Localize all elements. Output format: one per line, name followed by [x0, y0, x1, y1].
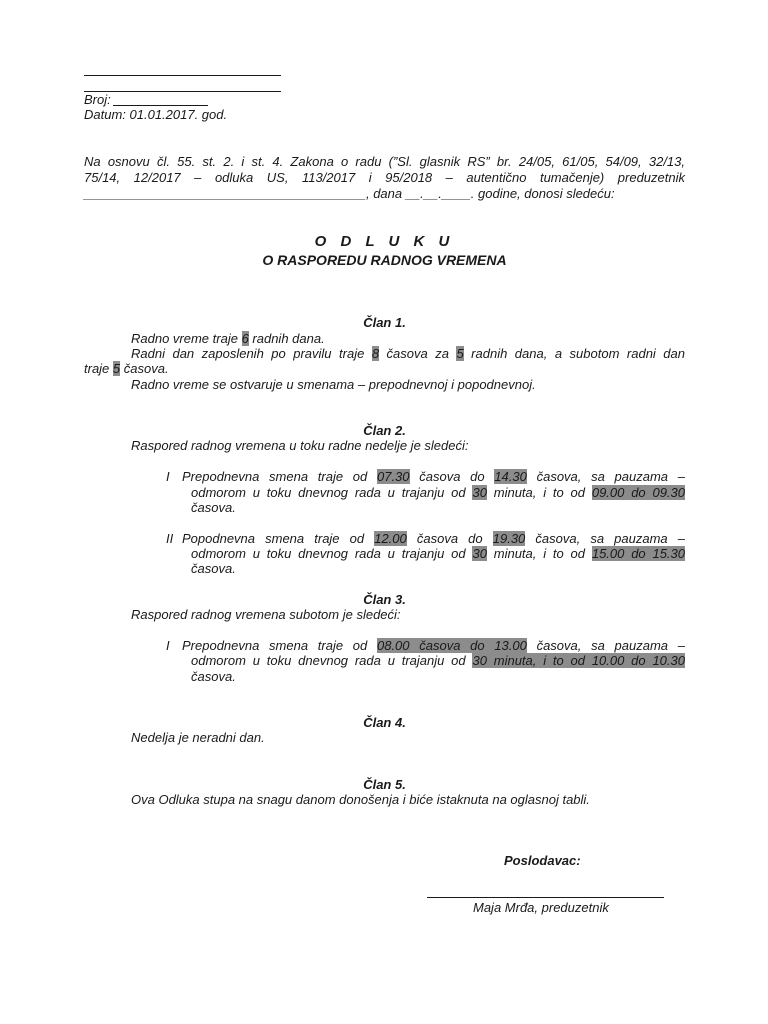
- clan-2-ii-end-time: 19.30: [492, 531, 526, 546]
- clan-2-item-ii-line-2: [191, 546, 685, 562]
- datum-text: Datum: 01.01.2017. god.: [84, 107, 228, 122]
- clan-2-i-break-minutes: 30: [472, 485, 487, 500]
- clan-2-heading: Član 2.: [363, 423, 406, 438]
- document-subtitle: O RASPOREDU RADNOG VREMENA: [262, 252, 507, 268]
- clan-1-line-2-text-b: časova za: [379, 346, 457, 361]
- clan-3-item-i-line-3: časova.: [191, 669, 236, 684]
- clan-2-i-start-time: 07.30: [376, 469, 410, 484]
- clan-1-line-3: [84, 361, 169, 377]
- clan-1-line-1-text-b: radnih dana.: [248, 331, 325, 346]
- clan-2-item-i-number: I: [166, 469, 170, 484]
- clan-3-intro: Raspored radnog vremena subotom je sledeći:: [131, 607, 401, 622]
- clan-2-ii-l2-text-b: minuta, i to od: [486, 546, 592, 561]
- signature-label: Poslodavac:: [504, 853, 581, 868]
- header-blank-line-2: [84, 91, 281, 92]
- clan-2-ii-l1-text-c: časova, sa pauzama –: [525, 531, 685, 546]
- clan-3-i-break-time: 30 minuta, i to od 10.00 do 10.30: [472, 653, 685, 668]
- clan-4-heading: Član 4.: [363, 715, 406, 730]
- clan-2-item-ii-number: II: [166, 531, 174, 546]
- clan-1-highlight-saturday-hours: 5: [112, 361, 121, 376]
- clan-2-ii-break-time: 15.00 do 15.30: [591, 546, 685, 561]
- header-blank-line-1: [84, 75, 281, 76]
- clan-1-line-1-text-a: Radno vreme traje: [131, 331, 242, 346]
- document-title: O D L U K U: [314, 233, 455, 250]
- signature-name: Maja Mrđa, preduzetnik: [473, 900, 609, 915]
- clan-5-text: Ova Odluka stupa na snagu danom donošenja i biće istaknuta na oglasnoj tabli.: [131, 792, 590, 807]
- clan-2-intro: Raspored radnog vremena u toku radne nedelje je sledeći:: [131, 438, 469, 453]
- clan-1-line-4: Radno vreme se ostvaruje u smenama – prepodnevnoj i popodnevnoj.: [131, 377, 536, 392]
- clan-2-i-break-time: 09.00 do 09.30: [591, 485, 685, 500]
- clan-1-line-1: [131, 331, 325, 347]
- clan-2-ii-l1-text-a: Popodnevna smena traje od: [182, 531, 375, 546]
- clan-2-ii-l2-text-a: odmorom u toku dnevnog rada u trajanju od: [191, 546, 473, 561]
- clan-3-item-i-line-1: [182, 638, 685, 654]
- clan-3-i-l1-text-c: časova, sa pauzama –: [526, 638, 685, 653]
- clan-2-item-ii-line-1: [182, 531, 685, 547]
- clan-2-item-i-line-1: [182, 469, 685, 485]
- clan-3-i-l1-text-a: Prepodnevna smena traje od: [182, 638, 377, 653]
- clan-3-heading: Član 3.: [363, 592, 406, 607]
- preamble-line-3: _______________________________________, dana __.__.____. godine, donosi sledeću:: [84, 186, 615, 201]
- clan-2-i-l1-text-c: časova, sa pauzama –: [526, 469, 685, 484]
- clan-2-item-i-line-2: [191, 485, 685, 501]
- clan-2-item-ii-line-3: časova.: [191, 561, 236, 576]
- clan-2-i-l2-text-a: odmorom u toku dnevnog rada u trajanju od: [191, 485, 473, 500]
- clan-2-i-end-time: 14.30: [494, 469, 527, 484]
- clan-2-ii-l1-text-b: časova do: [406, 531, 493, 546]
- clan-2-ii-break-minutes: 30: [472, 546, 487, 561]
- clan-3-item-i-line-2: [191, 653, 685, 669]
- clan-2-item-i-line-3: časova.: [191, 500, 236, 515]
- clan-4-text: Nedelja je neradni dan.: [131, 730, 265, 745]
- clan-5-heading: Član 5.: [363, 777, 406, 792]
- clan-3-i-l2-text-a: odmorom u toku dnevnog rada u trajanju od: [191, 653, 473, 668]
- clan-3-i-shift-time: 08.00 časova do 13.00: [376, 638, 527, 653]
- broj-blank-line: [113, 105, 208, 106]
- clan-1-highlight-workdays: 5: [456, 346, 464, 361]
- clan-2-i-l2-text-b: minuta, i to od: [486, 485, 592, 500]
- clan-2-ii-start-time: 12.00: [374, 531, 407, 546]
- clan-1-line-2-text-a: Radni dan zaposlenih po pravilu traje: [131, 346, 372, 361]
- preamble-line-1: Na osnovu čl. 55. st. 2. i st. 4. Zakona o radu (”Sl. glasnik RS” br. 24/05, 61/05, 54/09, 32/13,: [84, 154, 685, 169]
- signature-line: [427, 897, 664, 898]
- clan-1-highlight-days: 6: [241, 331, 249, 346]
- preamble-line-2: 75/14, 12/2017 – odluka US, 113/2017 i 95/2018 – autentično tumačenje) preduzetnik: [84, 170, 685, 185]
- clan-1-line-2: [131, 346, 685, 362]
- clan-1-heading: Član 1.: [363, 315, 406, 330]
- clan-1-line-2-text-c: radnih dana, a subotom radni dan: [463, 346, 685, 361]
- clan-1-highlight-hours: 8: [371, 346, 380, 361]
- clan-2-i-l1-text-b: časova do: [409, 469, 495, 484]
- clan-3-item-i-number: I: [166, 638, 170, 653]
- clan-1-line-3-text-a: traje: [84, 361, 113, 376]
- clan-2-i-l1-text-a: Prepodnevna smena traje od: [182, 469, 377, 484]
- clan-1-line-3-text-b: časova.: [120, 361, 169, 376]
- broj-label: Broj:: [84, 92, 111, 107]
